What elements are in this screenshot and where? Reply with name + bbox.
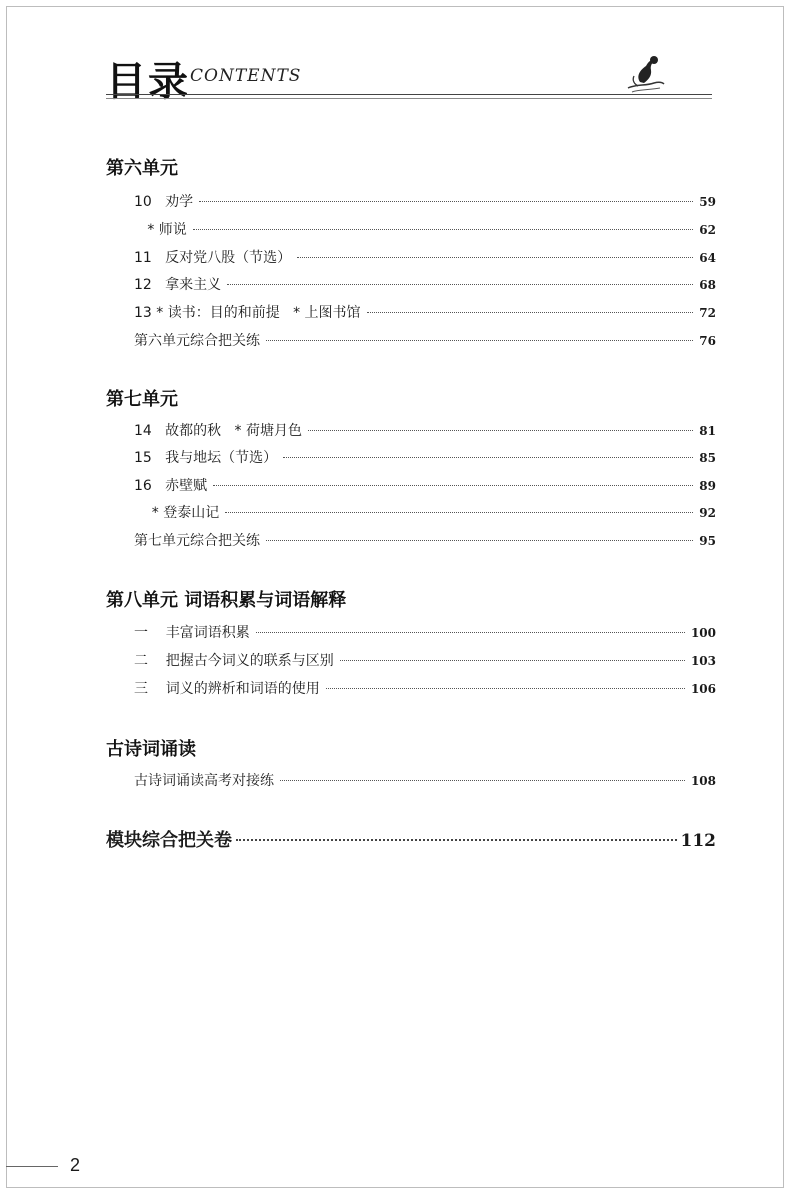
toc-entry[interactable] xyxy=(134,330,716,352)
toc-entry-page: 62 xyxy=(699,223,716,237)
mermaid-logo-icon xyxy=(618,52,668,94)
toc-entry-page: 76 xyxy=(699,334,716,348)
section-title: 第七单元 xyxy=(106,389,178,410)
leader-dots xyxy=(236,839,677,841)
toc-entry-page: 68 xyxy=(699,278,716,292)
page-subtitle: CONTENTS xyxy=(190,66,302,86)
toc-entry-label: 10 劝学 xyxy=(134,194,194,210)
toc-entry[interactable] xyxy=(134,302,716,324)
toc-entry-label: 三 词义的辨析和词语的使用 xyxy=(134,681,320,697)
toc-entry-page: 106 xyxy=(690,682,716,696)
toc-entry-label: 第七单元综合把关练 xyxy=(134,533,260,549)
page-number: 2 xyxy=(70,1155,81,1175)
toc-entry[interactable] xyxy=(134,219,716,241)
toc-entry[interactable] xyxy=(134,274,716,296)
leader-dots xyxy=(266,540,693,541)
toc-entry-page: 81 xyxy=(699,424,716,438)
toc-entry-page: 95 xyxy=(699,534,716,548)
toc-entry-page: 100 xyxy=(690,626,716,640)
header-rule xyxy=(106,94,712,95)
toc-entry-label: * 师说 xyxy=(134,222,187,238)
leader-dots xyxy=(213,485,693,486)
leader-dots xyxy=(266,340,693,341)
toc-entry[interactable] xyxy=(134,191,716,213)
toc-entry-label: 14 故都的秋 * 荷塘月色 xyxy=(134,423,302,439)
toc-entry[interactable] xyxy=(134,530,716,552)
toc-entry[interactable] xyxy=(134,650,716,672)
toc-entry-page: 108 xyxy=(690,774,716,788)
toc-entry-page: 92 xyxy=(699,506,716,520)
leader-dots xyxy=(256,632,685,633)
toc-entry[interactable] xyxy=(134,678,716,700)
toc-entry-label: 第六单元综合把关练 xyxy=(134,333,260,349)
toc-entry-label: 12 拿来主义 xyxy=(134,277,222,293)
toc-entry-page: 89 xyxy=(699,479,716,493)
leader-dots xyxy=(367,312,694,313)
toc-entry[interactable] xyxy=(134,475,716,497)
toc-entry-label: 二 把握古今词义的联系与区别 xyxy=(134,653,334,669)
toc-entry-page: 64 xyxy=(699,251,716,265)
section-title: 第八单元 词语积累与词语解释 xyxy=(106,590,347,611)
toc-entry[interactable] xyxy=(134,622,716,644)
section-title: 第六单元 xyxy=(106,158,178,179)
toc-entry-page: 85 xyxy=(699,451,716,465)
toc-entry-label: 13 * 读书：目的和前提 * 上图书馆 xyxy=(134,305,361,321)
toc-entry[interactable] xyxy=(134,447,716,469)
toc-entry[interactable] xyxy=(134,247,716,269)
toc-entry-label: 11 反对党八股（节选） xyxy=(134,250,292,266)
toc-entry-label: * 登泰山记 xyxy=(134,505,220,521)
toc-entry[interactable] xyxy=(134,502,716,524)
toc-entry-label: 古诗词诵读高考对接练 xyxy=(134,773,274,789)
toc-entry-page: 72 xyxy=(699,306,716,320)
leader-dots xyxy=(193,229,693,230)
leader-dots xyxy=(326,688,685,689)
leader-dots xyxy=(308,430,693,431)
leader-dots xyxy=(199,201,693,202)
leader-dots xyxy=(297,257,693,258)
toc-entry[interactable] xyxy=(134,420,716,442)
toc-entry-page: 59 xyxy=(699,195,716,209)
toc-entry-label: 一 丰富词语积累 xyxy=(134,625,250,641)
toc-final-entry[interactable] xyxy=(106,826,716,852)
leader-dots xyxy=(340,660,685,661)
toc-final-page: 112 xyxy=(680,831,716,851)
section-title: 古诗词诵读 xyxy=(106,739,196,760)
toc-final-label: 模块综合把关卷 xyxy=(106,830,232,851)
toc-entry-label: 16 赤壁赋 xyxy=(134,478,208,494)
footer-rule xyxy=(6,1166,58,1167)
leader-dots xyxy=(280,780,685,781)
toc-entry-page: 103 xyxy=(690,654,716,668)
leader-dots xyxy=(227,284,693,285)
leader-dots xyxy=(283,457,693,458)
header-rule-secondary xyxy=(106,98,712,99)
toc-entry[interactable] xyxy=(134,770,716,792)
toc-entry-label: 15 我与地坛（节选） xyxy=(134,450,278,466)
leader-dots xyxy=(225,512,693,513)
page-title: 目录 xyxy=(106,59,190,105)
